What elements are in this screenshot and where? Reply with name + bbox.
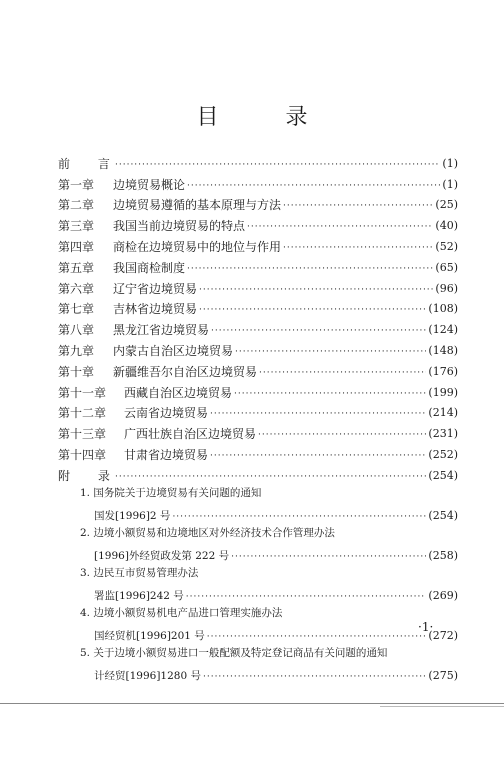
appendix-item-title: 4. 边境小额贸易机电产品进口管理实施办法 (80, 606, 283, 619)
entry-number: 第五章 (58, 260, 95, 275)
leader-dots (234, 388, 426, 400)
appendix-item-doc: 署监[1996]242 号 (94, 589, 184, 602)
leader-dots (247, 221, 433, 233)
toc-entry[interactable] (58, 150, 458, 171)
appendix-item-doc: [1996]外经贸政发第 222 号 (94, 549, 230, 562)
toc-entry[interactable] (58, 275, 458, 296)
leader-dots (283, 200, 433, 212)
leader-dots (258, 429, 426, 441)
toc-entry[interactable] (58, 254, 458, 275)
entry-number: 第九章 (58, 343, 95, 358)
toc-entry[interactable] (58, 358, 458, 379)
leader-dots (210, 408, 426, 420)
entry-title: 内蒙古自治区边境贸易 (113, 343, 234, 358)
entry-number: 第一章 (58, 177, 95, 192)
page-title: 目 录 (196, 105, 338, 130)
bottom-rule-short (380, 706, 504, 707)
entry-number: 第七章 (58, 302, 95, 317)
leader-dots (115, 471, 426, 483)
toc-entry[interactable] (58, 316, 458, 337)
entry-number: 第三章 (58, 219, 95, 234)
leader-dots (283, 242, 433, 254)
entry-page: (231) (428, 427, 458, 441)
entry-page: (199) (428, 385, 458, 399)
entry-number: 第八章 (58, 323, 95, 338)
page-number: ·1· (418, 620, 434, 634)
entry-page: (252) (428, 447, 458, 461)
toc-entry[interactable] (58, 192, 458, 213)
entry-number: 第十三章 (58, 427, 107, 442)
appendix-item-title: 3. 边民互市贸易管理办法 (80, 566, 199, 579)
leader-dots (199, 304, 426, 316)
entry-title: 黑龙江省边境贸易 (113, 323, 210, 338)
leader-dots (210, 450, 426, 462)
entry-page: (96) (435, 281, 458, 295)
toc-entry[interactable] (58, 296, 458, 317)
entry-title: 我国当前边境贸易的特点 (113, 219, 246, 234)
table-of-contents (58, 150, 458, 683)
appendix-item-doc: 国发[1996]2 号 (94, 509, 171, 522)
entry-page: (40) (435, 219, 458, 233)
leader-dots (207, 631, 427, 643)
toc-entry[interactable] (58, 441, 458, 462)
appendix-item[interactable] (80, 503, 458, 523)
toc-entry[interactable] (58, 212, 458, 233)
entry-title: 云南省边境贸易 (124, 406, 209, 421)
entry-page: (1) (442, 156, 458, 170)
leader-dots (199, 284, 433, 296)
toc-entry[interactable] (58, 400, 458, 421)
appendix-item-page: (272) (428, 628, 458, 642)
entry-page: (214) (428, 406, 458, 420)
entry-number: 前 言 (58, 156, 122, 171)
entry-title: 我国商检制度 (113, 260, 186, 275)
entry-title: 边境贸易遵循的基本原理与方法 (113, 198, 282, 213)
entry-title: 辽宁省边境贸易 (113, 281, 198, 296)
appendix-item-doc: 国经贸机[1996]201 号 (94, 629, 205, 642)
entry-number: 附 录 (58, 468, 122, 483)
entry-page: (148) (428, 343, 458, 357)
appendix-item[interactable] (80, 583, 458, 603)
appendix-list (80, 483, 458, 683)
appendix-item-title: 1. 国务院关于边境贸易有关问题的通知 (80, 486, 262, 499)
entry-title: 商检在边境贸易中的地位与作用 (113, 239, 282, 254)
toc-entry[interactable] (58, 171, 458, 192)
appendix-item-title: 2. 边境小额贸易和边境地区对外经济技术合作管理办法 (80, 526, 335, 539)
bottom-rule (0, 703, 504, 704)
entry-page: (52) (435, 239, 458, 253)
entry-title: 边境贸易概论 (113, 177, 186, 192)
appendix-item[interactable] (80, 663, 458, 683)
entry-number: 第六章 (58, 281, 95, 296)
appendix-item-title: 5. 关于边境小额贸易进口一般配额及特定登记商品有关问题的通知 (80, 646, 388, 659)
appendix-item[interactable] (80, 623, 458, 643)
toc-entry[interactable] (58, 379, 458, 400)
toc-entry-appendix[interactable] (58, 462, 458, 483)
entry-page: (1) (442, 177, 458, 191)
entry-title: 广西壮族自治区边境贸易 (124, 427, 257, 442)
toc-entry[interactable] (58, 420, 458, 441)
appendix-item-page: (269) (428, 588, 458, 602)
entry-title: 西藏自治区边境贸易 (124, 385, 233, 400)
leader-dots (172, 511, 426, 523)
entry-number: 第十二章 (58, 406, 107, 421)
leader-dots (115, 159, 440, 171)
entry-title: 吉林省边境贸易 (113, 302, 198, 317)
leader-dots (187, 180, 440, 192)
entry-page: (254) (428, 468, 458, 482)
leader-dots (203, 671, 426, 683)
leader-dots (259, 367, 426, 379)
appendix-item-page: (254) (428, 508, 458, 522)
leader-dots (211, 325, 426, 337)
leader-dots (231, 551, 426, 563)
entry-page: (176) (428, 364, 458, 378)
entry-number: 第十一章 (58, 385, 107, 400)
appendix-item-doc: 计经贸[1996]1280 号 (94, 669, 201, 682)
entry-page: (108) (428, 302, 458, 316)
entry-title: 甘肃省边境贸易 (124, 447, 209, 462)
appendix-item[interactable] (80, 543, 458, 563)
entry-number: 第十章 (58, 364, 95, 379)
appendix-item-page: (275) (428, 668, 458, 682)
toc-entry[interactable] (58, 337, 458, 358)
entry-page: (124) (428, 323, 458, 337)
entry-title: 新疆维吾尔自治区边境贸易 (113, 364, 258, 379)
entry-page: (25) (435, 198, 458, 212)
entry-number: 第二章 (58, 198, 95, 213)
entry-number: 第十四章 (58, 447, 107, 462)
leader-dots (235, 346, 426, 358)
toc-entry[interactable] (58, 233, 458, 254)
leader-dots (186, 591, 427, 603)
leader-dots (187, 263, 433, 275)
entry-number: 第四章 (58, 239, 95, 254)
entry-page: (65) (435, 260, 458, 274)
appendix-item-page: (258) (428, 548, 458, 562)
